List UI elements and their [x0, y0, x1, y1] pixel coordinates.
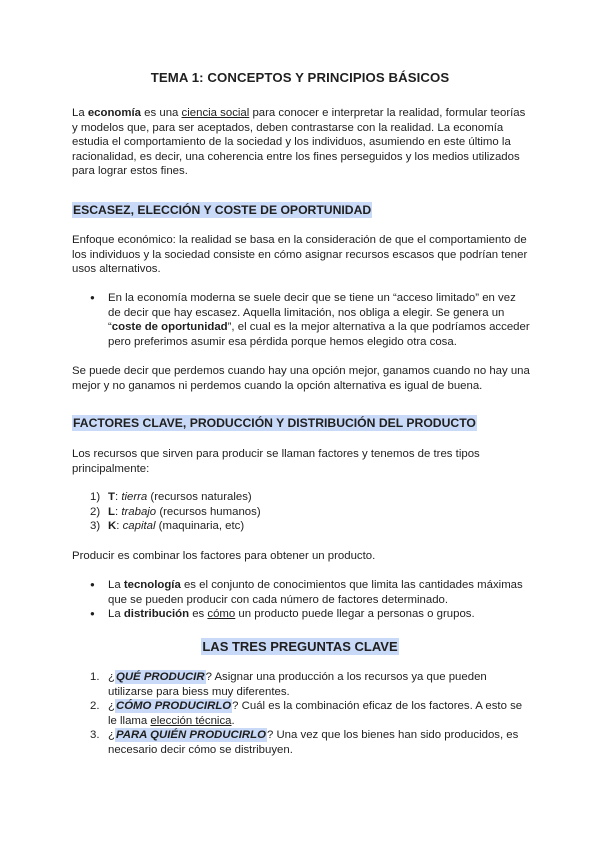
intro-text-1: La: [72, 107, 88, 119]
question-text: ? Asignar una producción a los recursos ya que pueden utilizarse para biess muy diferentes.: [108, 671, 487, 698]
question-highlight-como-producirlo: CÓMO PRODUCIRLO: [115, 700, 232, 713]
question-highlight-para-quien: PARA QUIÉN PRODUCIRLO: [115, 729, 266, 742]
question-text: ? Una vez que los bienes han sido producidos, es necesario decir cómo se distribuyen.: [108, 729, 519, 756]
factor-description: (recursos humanos): [156, 505, 261, 518]
factor-term: trabajo: [121, 505, 157, 518]
section1-heading: [72, 202, 372, 218]
question-open-mark: ¿: [108, 671, 115, 683]
factor-term: tierra: [121, 491, 148, 503]
bullet-text-1: En la economía moderna se suele decir que se tiene un “acceso limitado” en vez de decir que hay escasez. Aquella limitación, nos obliga a elegir. Se genera un “: [108, 292, 516, 334]
section2-bullet-distribucion: [90, 607, 530, 622]
question-item: [72, 670, 530, 699]
section2-paragraph-2: Producir es combinar los factores para obtener un producto.: [72, 550, 376, 562]
section2-heading-text: FACTORES CLAVE, PRODUCCIÓN Y DISTRIBUCIÓN DEL PRODUCTO: [73, 416, 476, 430]
question-open-mark: ¿: [108, 729, 115, 742]
factor-description: (maquinaria, etc): [155, 520, 245, 533]
section3-heading: [0, 638, 600, 655]
bullet-text: La: [108, 579, 124, 591]
question-number: 3.: [90, 729, 100, 742]
factor-item: [72, 490, 530, 505]
factor-item: [72, 505, 530, 520]
page-title: TEMA 1: CONCEPTOS Y PRINCIPIOS BÁSICOS: [150, 70, 450, 85]
intro-text-2: es una: [141, 107, 182, 119]
question-text: ? Cuál es la combinación eficaz de los factores. A esto se le llama: [108, 700, 523, 727]
question-end: .: [231, 714, 235, 727]
intro-underlined-ciencia-social: ciencia social: [181, 107, 250, 119]
section1-heading-text: ESCASEZ, ELECCIÓN Y COSTE DE OPORTUNIDAD: [73, 203, 372, 217]
factor-description: (recursos naturales): [147, 491, 252, 503]
factor-item: [72, 519, 530, 534]
factor-letter: T: [108, 491, 115, 503]
section2-heading: [72, 415, 477, 431]
bullet-underlined-como: cómo: [207, 608, 236, 621]
factor-separator: :: [114, 491, 122, 503]
intro-bold-economia: economía: [87, 107, 142, 119]
bullet-text: es el conjunto de conocimientos que limita las cantidades máximas que se pueden producir con cada número de factores determinado.: [108, 579, 523, 606]
bullet-text: La: [108, 608, 124, 621]
question-open-mark: ¿: [108, 700, 115, 713]
section3-heading-text: LAS TRES PREGUNTAS CLAVE: [202, 639, 398, 654]
section2-bullet-tecnologia: [90, 578, 530, 607]
section1-bullet-list: [90, 291, 530, 349]
question-highlight-que-producir: QUÉ PRODUCIR: [115, 671, 205, 683]
intro-text-3: para conocer e interpretar la realidad, formular teorías y modelos que, para ser aceptados, deben contrastarse con la realidad. La economía estudia el comportamiento de la sociedad y los individuos, asumiendo en este último la racionalidad, es decir, una coherencia entre los fines perseguidos y los medios utilizados para lograr estos fines.: [72, 107, 526, 178]
factor-term: capital: [122, 520, 156, 533]
factors-list: [72, 490, 530, 534]
factor-number: 3): [90, 520, 101, 533]
bullet-text-2: ”, el cual es la mejor alternativa a la que podríamos acceder pero preferimos asumir esa pérdida porque hemos elegido otra cosa.: [108, 321, 530, 348]
intro-paragraph: [72, 106, 530, 179]
question-number: 1.: [90, 671, 100, 683]
section2-paragraph-1: Los recursos que sirven para producir se llaman factores y tenemos de tres tipos principalmente:: [72, 448, 480, 475]
bullet-text: es: [189, 608, 208, 621]
section1-paragraph-1: Enfoque económico: la realidad se basa en la consideración de que el comportamiento de los individuos y la sociedad consiste en cómo asignar recursos escasos que podrían tener usos alternativos.: [72, 234, 528, 276]
factor-letter: K: [108, 520, 117, 533]
question-underlined-eleccion-tecnica: elección técnica: [150, 714, 232, 727]
bullet-bold-distribucion: distribución: [123, 608, 190, 621]
factor-separator: :: [116, 520, 123, 533]
section1-paragraph-2: Se puede decir que perdemos cuando hay una opción mejor, ganamos cuando no hay una mejor y no ganamos ni perdemos cuando la opción alternativa es igual de buena.: [72, 365, 530, 392]
factor-separator: :: [114, 505, 122, 518]
section2-bullet-list: [90, 578, 530, 622]
questions-list: [72, 670, 530, 758]
factor-number: 1): [90, 491, 101, 503]
factor-number: 2): [90, 505, 101, 518]
bullet-bold-coste: coste de oportunidad: [111, 321, 228, 334]
question-number: 2.: [90, 700, 100, 713]
bullet-bold-tecnologia: tecnología: [123, 579, 181, 591]
section1-bullet-item: [90, 291, 530, 349]
bullet-text: un producto puede llegar a personas o grupos.: [235, 608, 475, 621]
question-item: [72, 728, 530, 757]
question-item: [72, 699, 530, 728]
factor-letter: L: [108, 505, 115, 518]
